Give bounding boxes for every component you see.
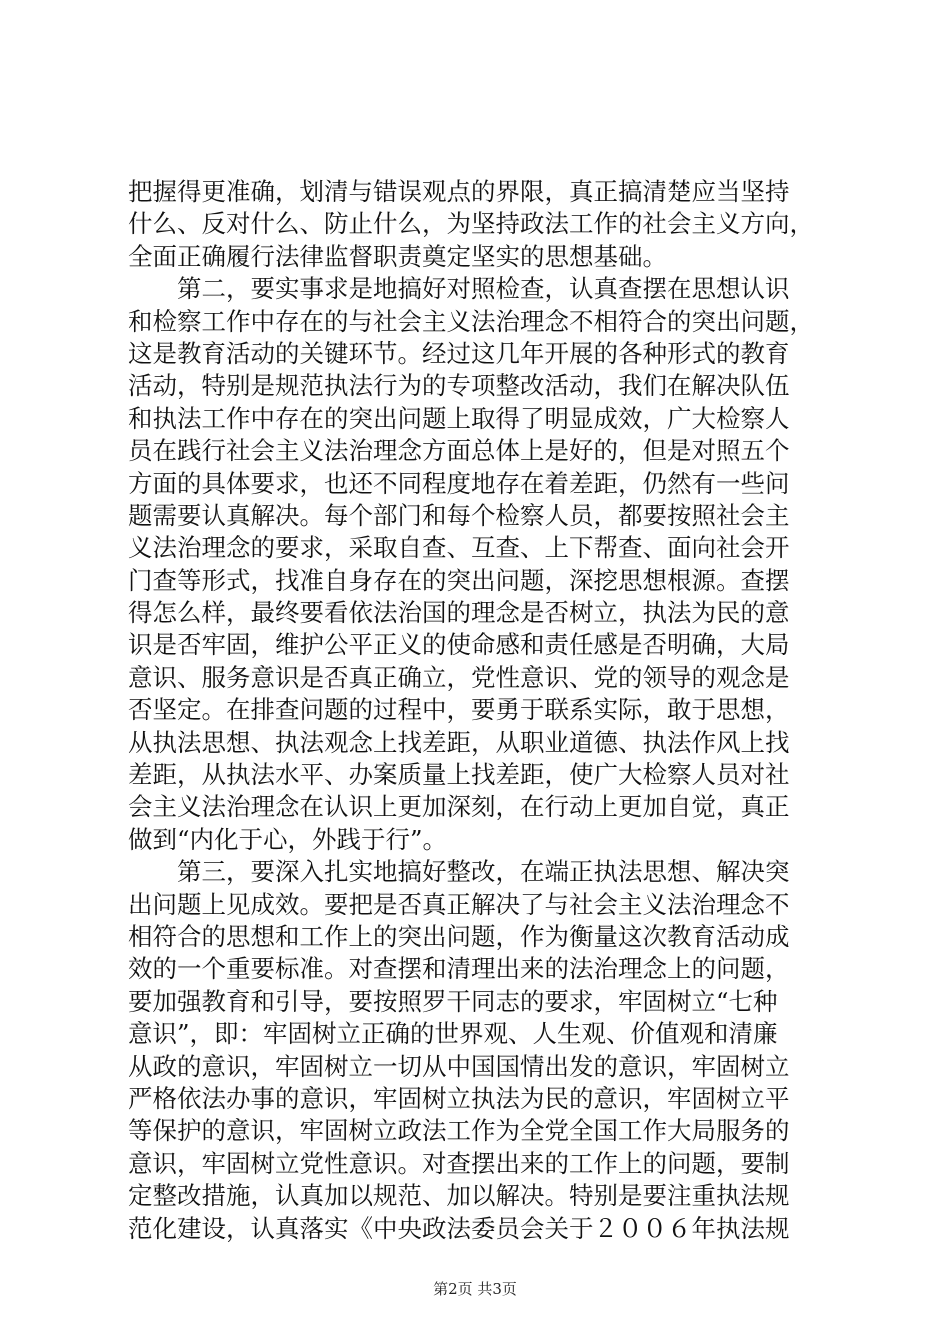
text-line: 识是否牢固，维护公平正义的使命感和责任感是否明确，大局 [128,630,790,660]
text-line: 得怎么样，最终要看依法治国的理念是否树立，执法为民的意 [128,598,790,628]
text-line: 效的一个重要标准。对查摆和清理出来的法治理念上的问题， [128,954,790,984]
text-line: 严格依法办事的意识，牢固树立执法为民的意识，牢固树立平 [128,1083,790,1113]
text-line: 活动，特别是规范执法行为的专项整改活动，我们在解决队伍 [128,371,790,401]
text-line: 门查等形式，找准自身存在的突出问题，深挖思想根源。查摆 [128,565,790,595]
page-footer: 第2页 共3页 [433,1280,517,1298]
text-line: 定整改措施，认真加以规范、加以解决。特别是要注重执法规 [128,1181,790,1211]
text-line: 意识、服务意识是否真正确立，党性意识、党的领导的观念是 [128,662,790,692]
text-line: 意识，牢固树立党性意识。对查摆出来的工作上的问题，要制 [128,1148,790,1178]
text-line: 差距，从执法水平、办案质量上找差距，使广大检察人员对社 [128,760,790,790]
text-line: 会主义法治理念在认识上更加深刻，在行动上更加自觉，真正 [128,792,790,822]
text-line: 第三，要深入扎实地搞好整改，在端正执法思想、解决突 [128,857,790,887]
text-line: 范化建设，认真落实《中央政法委员会关于２００６年执法规 [128,1213,790,1243]
text-line: 和执法工作中存在的突出问题上取得了明显成效，广大检察人 [128,403,790,433]
text-line: 等保护的意识，牢固树立政法工作为全党全国工作大局服务的 [128,1116,790,1146]
text-line: 做到“内化于心，外践于行”。 [128,824,448,854]
text-line: 否坚定。在排查问题的过程中，要勇于联系实际，敢于思想， [128,695,790,725]
text-line: 和检察工作中存在的与社会主义法治理念不相符合的突出问题， [128,306,814,336]
text-line: 全面正确履行法律监督职责奠定坚实的思想基础。 [128,241,667,271]
text-line: 意识”，即：牢固树立正确的世界观、人生观、价值观和清廉 [128,1019,778,1049]
text-line: 从政的意识，牢固树立一切从中国国情出发的意识，牢固树立 [128,1051,790,1081]
text-line: 什么、反对什么、防止什么，为坚持政法工作的社会主义方向， [128,209,814,239]
text-line: 义法治理念的要求，采取自查、互查、上下帮查、面向社会开 [128,533,790,563]
text-line: 员在践行社会主义法治理念方面总体上是好的，但是对照五个 [128,436,790,466]
text-line: 出问题上见成效。要把是否真正解决了与社会主义法治理念不 [128,889,790,919]
text-line: 题需要认真解决。每个部门和每个检察人员，都要按照社会主 [128,500,790,530]
text-line: 这是教育活动的关键环节。经过这几年开展的各种形式的教育 [128,338,790,368]
text-line: 要加强教育和引导，要按照罗干同志的要求，牢固树立“七种 [128,986,778,1016]
text-line: 从执法思想、执法观念上找差距，从职业道德、执法作风上找 [128,727,790,757]
text-line: 相符合的思想和工作上的突出问题，作为衡量这次教育活动成 [128,921,790,951]
text-line: 把握得更准确，划清与错误观点的界限，真正搞清楚应当坚持 [128,177,790,206]
text-line: 方面的具体要求，也还不同程度地存在着差距，仍然有一些问 [128,468,790,498]
body-text [128,176,840,1245]
text-line: 第二，要实事求是地搞好对照检查，认真查摆在思想认识 [128,274,790,304]
